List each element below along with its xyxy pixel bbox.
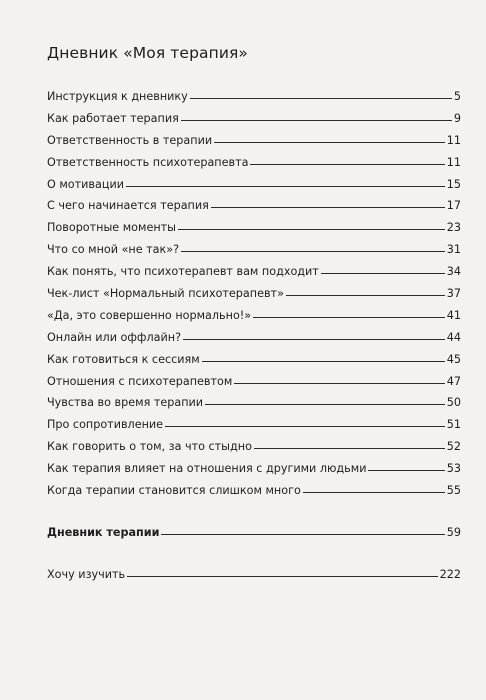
toc-entry[interactable] <box>47 178 461 200</box>
dotted-leader <box>234 383 444 384</box>
toc-entry[interactable] <box>47 265 461 287</box>
dotted-leader <box>205 404 445 405</box>
dotted-leader <box>190 98 452 99</box>
toc-entry-label: Ответственность психотерапевта <box>47 155 249 169</box>
toc-entry-label: Ответственность в терапии <box>47 133 213 147</box>
toc-entry-label: «Да, это совершенно нормально!» <box>47 308 252 322</box>
toc-entry[interactable] <box>47 396 461 418</box>
toc-entry[interactable] <box>47 287 461 309</box>
toc-entry-page: 55 <box>446 484 461 498</box>
toc-entry[interactable] <box>47 418 461 440</box>
toc-entry-page: 17 <box>446 199 461 213</box>
toc-entry[interactable] <box>47 243 461 265</box>
toc-entry-label: С чего начинается терапия <box>47 199 209 213</box>
toc-entry-page: 11 <box>446 133 461 147</box>
toc-entry-label: Дневник терапии <box>47 525 160 539</box>
toc-entry-label: Как терапия влияет на отношения с другими людьми <box>47 462 367 476</box>
toc-entry-page: 51 <box>446 418 461 432</box>
toc-entry-learn[interactable] <box>47 568 461 590</box>
toc-entry[interactable] <box>47 221 461 243</box>
toc-entry-label: О мотивации <box>47 177 125 191</box>
toc-entry[interactable] <box>47 331 461 353</box>
toc-entry[interactable] <box>47 134 461 156</box>
toc-entry[interactable] <box>47 90 461 112</box>
dotted-leader <box>181 251 445 252</box>
dotted-leader <box>161 534 444 535</box>
toc-entry[interactable] <box>47 353 461 375</box>
page-title: Дневник «Моя терапия» <box>47 44 249 62</box>
toc-entry-page: 52 <box>446 440 461 454</box>
toc-entry-page: 53 <box>446 462 461 476</box>
toc-main-list <box>47 90 461 506</box>
dotted-leader <box>165 426 445 427</box>
dotted-leader <box>183 339 445 340</box>
dotted-leader <box>211 207 445 208</box>
dotted-leader <box>178 229 445 230</box>
toc-entry-page: 59 <box>446 525 461 539</box>
toc-entry[interactable] <box>47 462 461 484</box>
dotted-leader <box>286 295 445 296</box>
toc-entry-page: 34 <box>446 265 461 279</box>
toc-entry[interactable] <box>47 375 461 397</box>
toc-entry-label: Отношения с психотерапевтом <box>47 374 233 388</box>
toc-entry-page: 15 <box>446 177 461 191</box>
toc-entry-page: 11 <box>446 155 461 169</box>
toc-entry-label: Поворотные моменты <box>47 221 177 235</box>
dotted-leader <box>181 120 452 121</box>
toc-entry-label: Инструкция к дневнику <box>47 90 188 103</box>
dotted-leader <box>126 186 445 187</box>
dotted-leader <box>214 142 445 143</box>
toc-entry-page: 44 <box>446 330 461 344</box>
toc-entry-page: 23 <box>446 221 461 235</box>
toc-entry-diary[interactable] <box>47 526 461 548</box>
toc-entry[interactable] <box>47 309 461 331</box>
dotted-leader <box>321 273 445 274</box>
toc-entry-label: Как говорить о том, за что стыдно <box>47 440 252 454</box>
toc-entry-page: 50 <box>446 396 461 410</box>
toc-entry-page: 5 <box>453 90 461 103</box>
toc-entry-label: Когда терапии становится слишком много <box>47 484 301 498</box>
dotted-leader <box>253 317 445 318</box>
toc-entry-label: Чувства во время терапии <box>47 396 204 410</box>
toc-entry-label: Хочу изучить <box>47 567 126 581</box>
dotted-leader <box>202 361 445 362</box>
dotted-leader <box>368 470 444 471</box>
toc-entry-page: 9 <box>453 111 461 125</box>
toc-entry-page: 45 <box>446 352 461 366</box>
toc-entry-label: Про сопротивление <box>47 418 164 432</box>
dotted-leader <box>250 164 444 165</box>
toc-entry-page: 31 <box>446 243 461 257</box>
toc-entry[interactable] <box>47 156 461 178</box>
toc-entry-page: 222 <box>439 567 461 581</box>
toc-entry-label: Что со мной «не так»? <box>47 243 180 257</box>
toc-entry-label: Как работает терапия <box>47 111 179 125</box>
dotted-leader <box>127 576 438 577</box>
toc-entry[interactable] <box>47 112 461 134</box>
toc-entry-page: 47 <box>446 374 461 388</box>
toc-entry-page: 37 <box>446 287 461 301</box>
dotted-leader <box>303 492 445 493</box>
toc-entry[interactable] <box>47 199 461 221</box>
toc-entry-page: 41 <box>446 308 461 322</box>
toc-entry[interactable] <box>47 484 461 506</box>
toc-entry-label: Онлайн или оффлайн? <box>47 330 182 344</box>
toc-entry[interactable] <box>47 440 461 462</box>
dotted-leader <box>254 448 445 449</box>
toc-entry-label: Чек-лист «Нормальный психотерапевт» <box>47 287 284 301</box>
toc-entry-label: Как понять, что психотерапевт вам подходит <box>47 265 319 279</box>
toc-entry-label: Как готовиться к сессиям <box>47 352 200 366</box>
table-of-contents <box>47 90 461 590</box>
